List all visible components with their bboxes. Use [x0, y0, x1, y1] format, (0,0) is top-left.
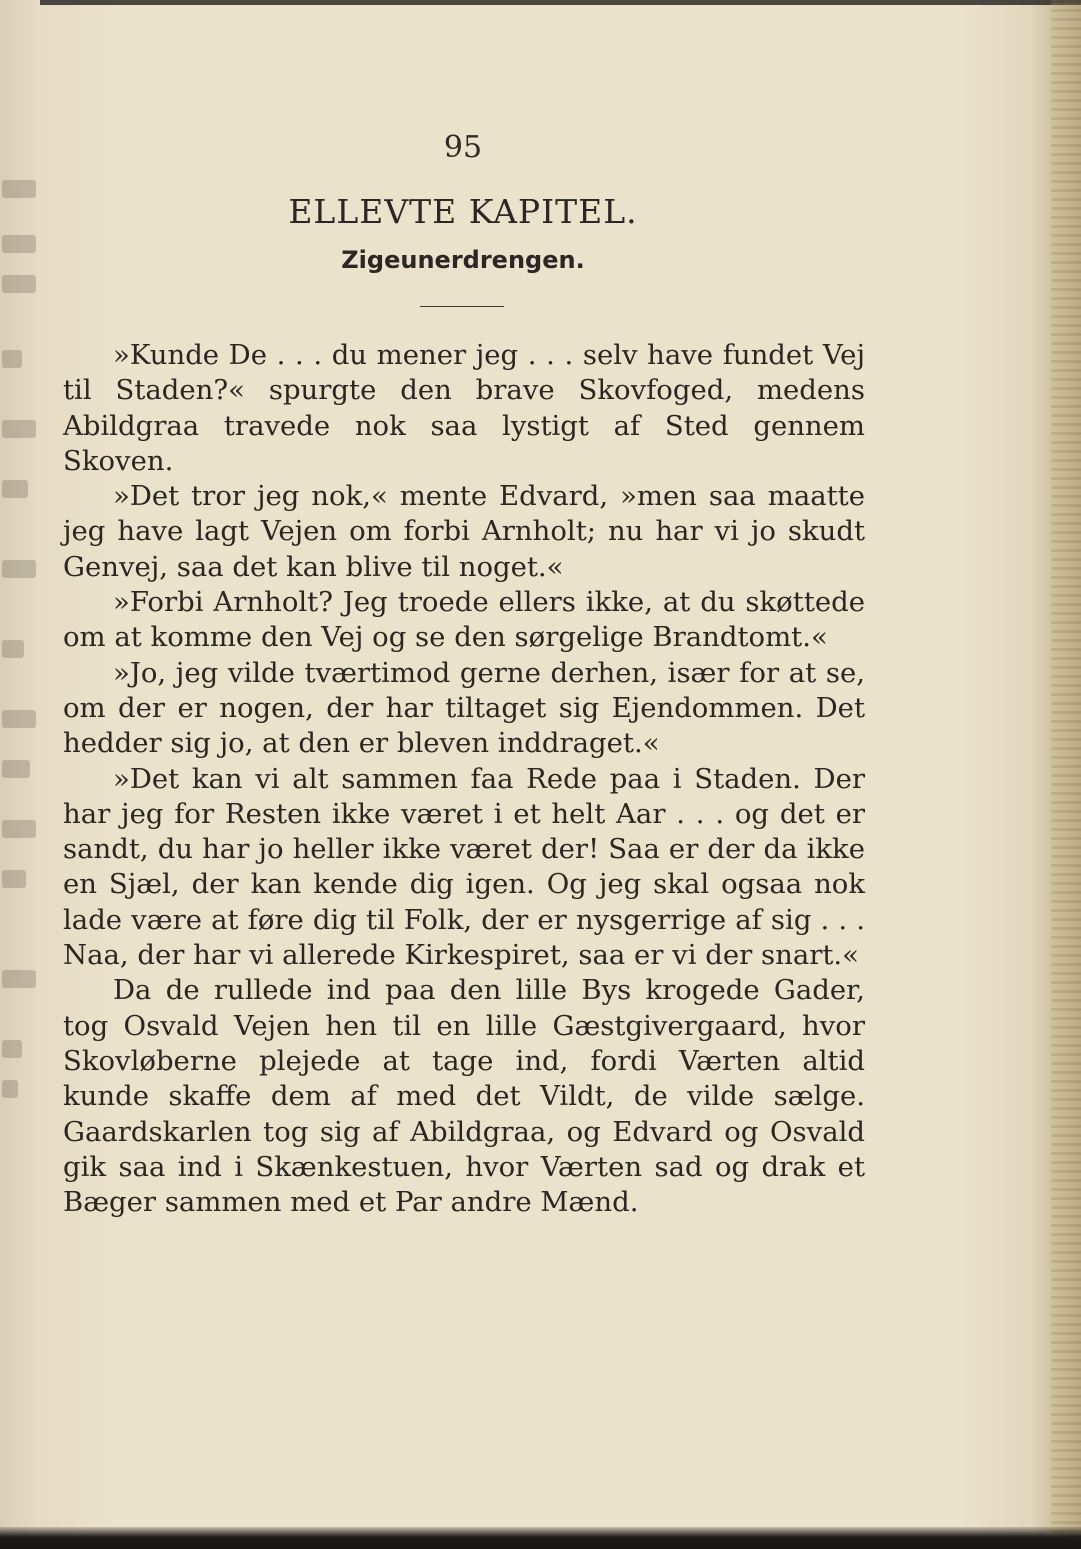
chapter-body [63, 338, 865, 1220]
book-spine [1051, 0, 1081, 1549]
paragraph: »Jo, jeg vilde tværtimod gerne derhen, især for at se, om der er nogen, der har tiltaget sig Ejendommen. Det hedder sig jo, at den er bleven inddraget.« [63, 656, 865, 760]
paragraph: »Det tror jeg nok,« mente Edvard, »men saa maatte jeg have lagt Vejen om forbi Arnholt; nu har vi jo skudt Genvej, saa det kan blive til noget.« [63, 480, 865, 583]
page-top-edge [40, 0, 1081, 5]
facing-page-edge [0, 180, 40, 1120]
paragraph: »Forbi Arnholt? Jeg troede ellers ikke, at du skøttede om at komme den Vej og se den sørgelige Brandtomt.« [63, 586, 865, 654]
page-bottom-edge [0, 1527, 1081, 1549]
paragraph: »Kunde De . . . du mener jeg . . . selv have fundet Vej til Staden?« spurgte den brave Skovfoged, medens Abildgraa travede nok saa lystigt af Sted gennem Skoven. [63, 339, 865, 477]
page-number: 95 [443, 130, 483, 165]
paragraph: »Det kan vi alt sammen faa Rede paa i Staden. Der har jeg for Resten ikke været i et helt Aar . . . og det er sandt, du har jo heller ikke været der! Saa er der da ikke en Sjæl, der kan kende dig igen. Og jeg skal ogsaa nok lade være at føre dig til Folk, der er nysgerrige af sig . . . Naa, der har vi allerede Kirkespiret, saa er vi der snart.« [63, 762, 865, 972]
section-divider [420, 306, 504, 307]
chapter-subtitle: Zigeunerdrengen. [341, 246, 585, 274]
chapter-title: ELLEVTE KAPITEL. [288, 192, 638, 231]
paragraph: Da de rullede ind paa den lille Bys krogede Gader, tog Osvald Vejen hen til en lille Gæstgivergaard, hvor Skovløberne plejede at tage ind, fordi Værten altid kunde skaffe dem af med det Vildt, de vilde sælge. Gaardskarlen tog sig af Abildgraa, og Edvard og Osvald gik saa ind i Skænkestuen, hvor Værten sad og drak et Bæger sammen med et Par andre Mænd. [63, 974, 865, 1219]
